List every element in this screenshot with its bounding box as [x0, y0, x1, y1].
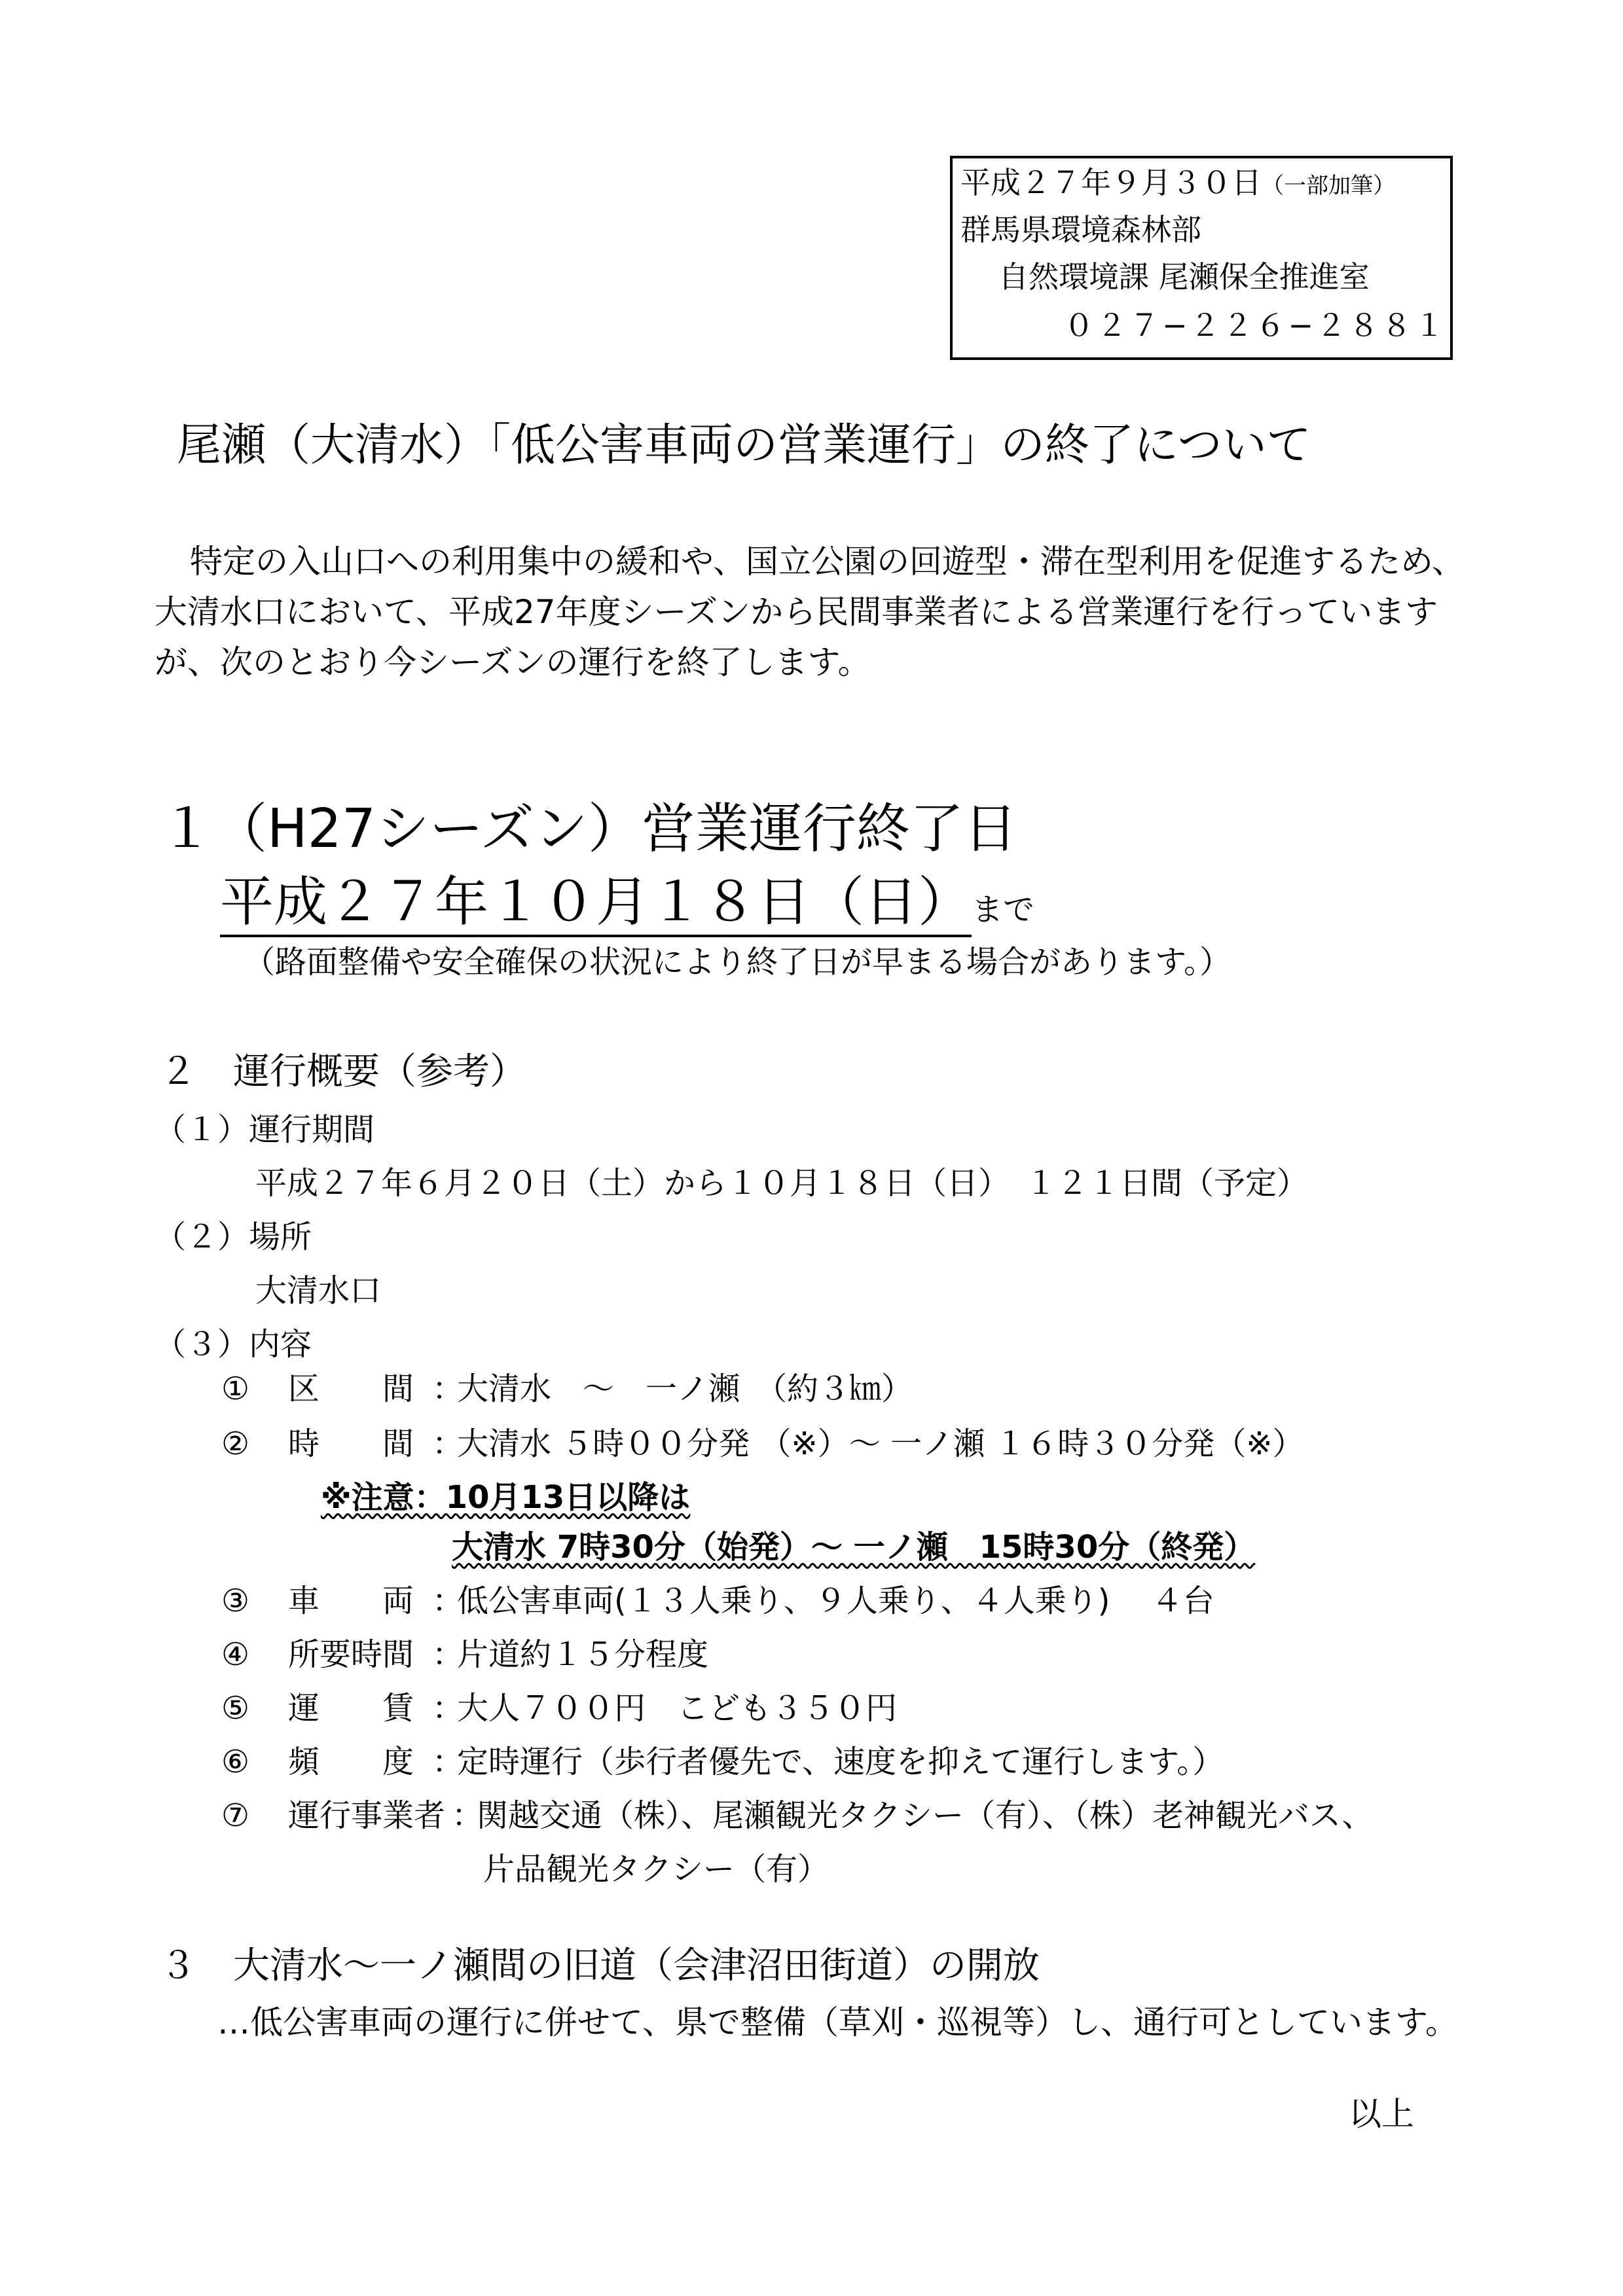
- item-1-value: 大清水 ～ 一ノ瀬 （約３㎞）: [457, 1371, 913, 1407]
- item-3-label: 車 両: [288, 1583, 414, 1619]
- section1-date-line: [220, 870, 1034, 935]
- item-7-colon: ：: [452, 1797, 484, 1834]
- header-box: [950, 156, 1453, 360]
- intro-line-2: 大清水口において、平成27年度シーズンから民間事業者による営業運行を行っています: [155, 593, 1438, 631]
- item-6-number: ⑥: [221, 1744, 250, 1780]
- section2-heading: ２ 運行概要（参考）: [160, 1050, 526, 1093]
- section1-date-suffix: まで: [972, 891, 1035, 928]
- notice-line-2: 大清水 7時30分（始発）～ 一ノ瀬 15時30分（終発）: [452, 1529, 1256, 1566]
- item-4-colon: ：: [432, 1636, 464, 1673]
- item-1-colon: ：: [432, 1371, 464, 1407]
- item-5-label: 運 賃: [288, 1690, 414, 1727]
- section2-content-label: （３）内容: [155, 1326, 312, 1363]
- item-3-colon: ：: [432, 1583, 464, 1619]
- document-title: 尾瀬（大清水）「低公害車両の営業運行」の終了について: [177, 420, 1311, 471]
- header-dept: 群馬県環境森林部: [960, 212, 1201, 247]
- item-1-label: 区 間: [288, 1371, 414, 1407]
- item-5-colon: ：: [432, 1690, 464, 1727]
- section2-place-value: 大清水口: [255, 1272, 382, 1309]
- item-2-number: ②: [221, 1426, 250, 1462]
- closing-text: 以上: [1349, 2095, 1414, 2133]
- header-date-line: [960, 165, 1395, 201]
- item-2-colon: ：: [432, 1426, 464, 1462]
- item-3-value: 低公害車両(１３人乗り、９人乗り、４人乗り) ４台: [457, 1583, 1214, 1619]
- intro-line-3: が、次のとおり今シーズンの運行を終了します。: [155, 643, 871, 681]
- item-5-number: ⑤: [221, 1690, 250, 1727]
- section2-place-label: （２）場所: [155, 1219, 312, 1255]
- section2-period-label: （１）運行期間: [155, 1111, 375, 1148]
- item-2-label: 時 間: [288, 1426, 414, 1462]
- section3-text: …低公害車両の運行に併せて、県で整備（草刈・巡視等）し、通行可としています。: [217, 2003, 1458, 2041]
- item-3-number: ③: [221, 1583, 250, 1619]
- section3-heading: ３ 大清水～一ノ瀬間の旧道（会津沼田街道）の開放: [160, 1945, 1040, 1987]
- item-4-label: 所要時間: [288, 1636, 414, 1673]
- section1-end-date: 平成２７年１０月１８日（日）: [220, 871, 972, 937]
- item-7-label: 運行事業者: [288, 1797, 446, 1834]
- item-4-value: 片道約１５分程度: [457, 1636, 709, 1673]
- item-4-number: ④: [221, 1636, 250, 1673]
- header-phone: ０２７−２２６−２８８１: [1064, 308, 1448, 343]
- item-7-value-line-2: 片品観光タクシー（有）: [483, 1851, 830, 1888]
- header-section: 自然環境課 尾瀬保全推進室: [998, 259, 1370, 295]
- item-6-colon: ：: [432, 1744, 464, 1780]
- header-date-note: （一部加筆）: [1262, 173, 1395, 199]
- item-6-label: 頻 度: [288, 1744, 414, 1780]
- item-2-value: 大清水 ５時００分発 （※）～ 一ノ瀬 １６時３０分発（※）: [457, 1426, 1304, 1462]
- section1-heading: １（H27シーズン）営業運行終了日: [160, 798, 1017, 860]
- header-date: 平成２７年９月３０日: [960, 165, 1262, 200]
- item-7-number: ⑦: [221, 1797, 250, 1834]
- section1-note: （路面整備や安全確保の状況により終了日が早まる場合があります。）: [244, 944, 1231, 980]
- item-7-value: 関越交通（株）、尾瀬観光タクシー（有）、（株）老神観光バス、: [477, 1797, 1374, 1834]
- notice-line-1: ※注意：10月13日以降は: [321, 1479, 691, 1516]
- section2-period-value: 平成２７年６月２０日（土）から１０月１８日（日） １２１日間（予定）: [255, 1165, 1309, 1202]
- intro-line-1: 特定の入山口への利用集中の緩和や、国立公園の回遊型・滞在型利用を促進するため、: [190, 543, 1465, 581]
- item-1-number: ①: [221, 1371, 250, 1407]
- item-6-value: 定時運行（歩行者優先で、速度を抑えて運行します。）: [457, 1744, 1224, 1780]
- item-5-value: 大人７００円 こども３５０円: [457, 1690, 898, 1727]
